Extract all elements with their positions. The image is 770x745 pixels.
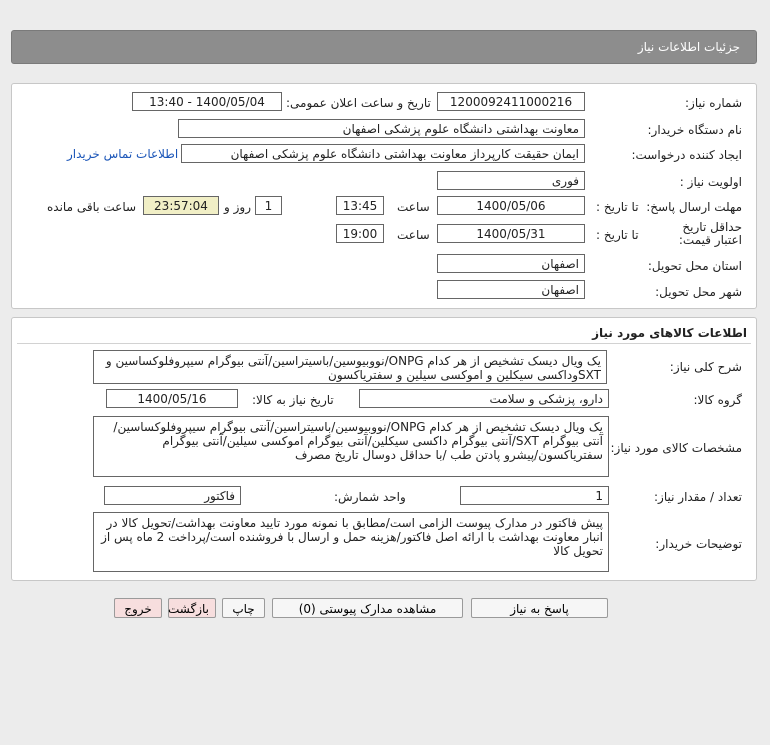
buyer-org-label: نام دستگاه خریدار: (647, 123, 742, 137)
quantity-label: تعداد / مقدار نیاز: (654, 490, 742, 504)
goods-section-title: اطلاعات کالاهای مورد نیاز (592, 326, 747, 340)
reply-time-label: ساعت (397, 200, 430, 214)
goods-group-field: دارو، پزشکی و سلامت (359, 389, 609, 408)
specs-field: یک ویال دیسک تشخیص از هر کدام ONPG/نووبیوسین/باسیتراسین/آنتی بیوگرام سیپروفلوکساسین/آنتی بیوگرام SXT/آنتی بیوگرام داکسی سیکلین/آنتی بیوگرام اموکسی سیلین/آنتی بیوگرام سفتریاکسون/پیشرو پادتن طب /با حداقل دوسال تاریخ مصرف (93, 416, 609, 477)
need-info-panel (11, 83, 757, 309)
need-number-field: 1200092411000216 (437, 92, 585, 111)
days-label: روز و (224, 200, 251, 214)
price-validity-label: حداقل تاریخ اعتبار قیمت: (678, 220, 742, 247)
delivery-province-field: اصفهان (437, 254, 585, 273)
quantity-field: 1 (460, 486, 609, 505)
goods-group-label: گروه کالا: (693, 393, 742, 407)
validity-to-date-label: تا تاریخ : (596, 228, 639, 242)
reply-time-field: 13:45 (336, 196, 384, 215)
reply-deadline-label: مهلت ارسال پاسخ: (646, 200, 742, 214)
page-title: جزئیات اطلاعات نیاز (637, 40, 740, 54)
need-date-label: تاریخ نیاز به کالا: (252, 393, 334, 407)
need-date-field: 1400/05/16 (106, 389, 238, 408)
general-desc-field: یک ویال دیسک تشخیص از هر کدام ONPG/نووبیوسین/باسیتراسین/آنتی بیوگرام سیپروفلوکساسین و SXTوداکسی سیکلین و اموکسی سیلین و سفتریاکسون (93, 350, 607, 384)
exit-button[interactable]: خروج (114, 598, 162, 618)
unit-field: فاکتور (104, 486, 241, 505)
unit-label: واحد شمارش: (334, 490, 406, 504)
requester-label: ایجاد کننده درخواست: (631, 148, 742, 162)
buyer-org-field: معاونت بهداشتی دانشگاه علوم پزشکی اصفهان (178, 119, 585, 138)
remaining-label: ساعت باقی مانده (47, 200, 137, 214)
general-desc-label: شرح کلی نیاز: (669, 360, 742, 374)
print-button[interactable]: چاپ (222, 598, 265, 618)
announce-datetime-field: 1400/05/04 - 13:40 (132, 92, 282, 111)
remaining-days-field: 1 (255, 196, 282, 215)
reply-date-field: 1400/05/06 (437, 196, 585, 215)
delivery-province-label: استان محل تحویل: (647, 259, 742, 273)
announce-datetime-label: تاریخ و ساعت اعلان عمومی: (286, 96, 431, 110)
priority-field: فوری (437, 171, 585, 190)
back-button[interactable]: بازگشت (168, 598, 216, 618)
buyer-contact-link[interactable]: اطلاعات تماس خریدار (67, 147, 179, 161)
validity-time-field: 19:00 (336, 224, 384, 243)
buyer-notes-label: توضیحات خریدار: (655, 537, 742, 551)
validity-time-label: ساعت (397, 228, 430, 242)
specs-label: مشخصات کالای مورد نیاز: (610, 441, 742, 455)
buyer-notes-field: پیش فاکتور در مدارک پیوست الزامی است/مطابق با نمونه مورد تایید معاونت بهداشت/تحویل کالا در انبار معاونت بهداشت با ارائه اصل فاکتور/هزینه حمل و ارسال با فروشنده است/پرداخت 2 ماه پس از تحویل کالا (93, 512, 609, 572)
view-attachments-button[interactable]: مشاهده مدارک پیوستی (0) (272, 598, 463, 618)
requester-field: ایمان حقیقت کارپرداز معاونت بهداشتی دانشگاه علوم پزشکی اصفهان (181, 144, 585, 163)
need-number-label: شماره نیاز: (685, 96, 742, 110)
priority-label: اولویت نیاز : (679, 175, 742, 189)
remaining-time-field: 23:57:04 (143, 196, 219, 215)
delivery-city-field: اصفهان (437, 280, 585, 299)
reply-button[interactable]: پاسخ به نیاز (471, 598, 608, 618)
delivery-city-label: شهر محل تحویل: (655, 285, 742, 299)
page-header (11, 30, 757, 64)
validity-date-field: 1400/05/31 (437, 224, 585, 243)
reply-to-date-label: تا تاریخ : (596, 200, 639, 214)
goods-divider (17, 343, 751, 344)
